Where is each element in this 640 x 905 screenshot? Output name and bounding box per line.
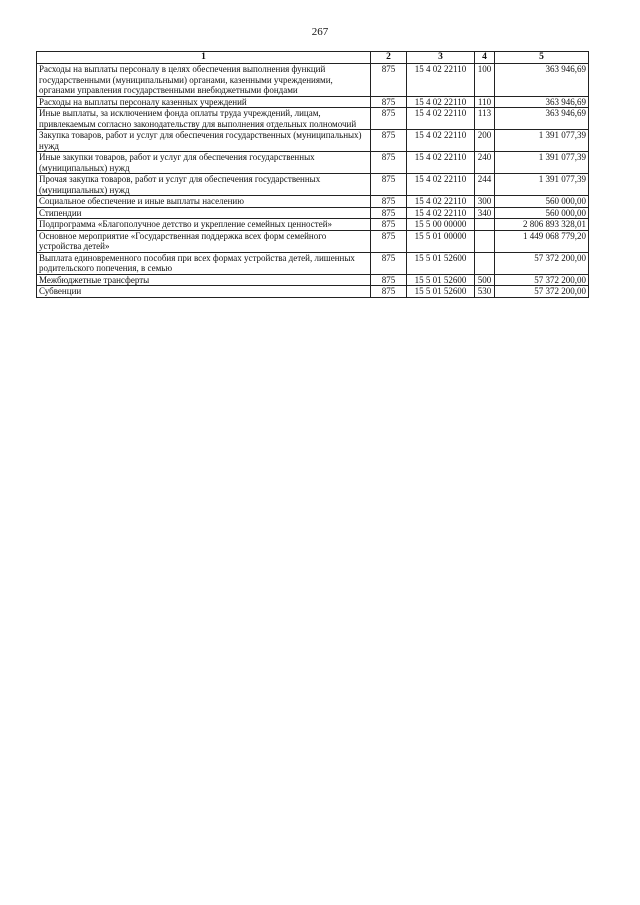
row-org-cell: 875	[371, 274, 407, 286]
row-type-cell	[475, 230, 495, 252]
row-org-cell: 875	[371, 207, 407, 219]
row-org-cell: 875	[371, 252, 407, 274]
row-type-cell: 240	[475, 152, 495, 174]
row-name-cell: Иные выплаты, за исключением фонда оплаты труда учреждений, лицам, привлекаемым согласно законодательству для выполнения отдельных полномочий	[37, 108, 371, 130]
row-type-cell: 244	[475, 174, 495, 196]
row-type-cell: 340	[475, 207, 495, 219]
row-org-cell: 875	[371, 219, 407, 231]
page-number: 267	[311, 26, 329, 38]
table-row	[37, 274, 589, 286]
row-org-cell: 875	[371, 108, 407, 130]
row-org-cell: 875	[371, 196, 407, 208]
row-type-cell: 300	[475, 196, 495, 208]
row-name-cell: Межбюджетные трансферты	[37, 274, 371, 286]
table-row	[37, 96, 589, 108]
table-row	[37, 207, 589, 219]
row-code-cell: 15 5 01 52600	[407, 252, 475, 274]
row-name-cell: Социальное обеспечение и иные выплаты населению	[37, 196, 371, 208]
row-code-cell: 15 5 00 00000	[407, 219, 475, 231]
row-amount-cell: 2 806 893 328,01	[495, 219, 589, 231]
row-amount-cell: 1 391 077,39	[495, 130, 589, 152]
row-amount-cell: 57 372 200,00	[495, 252, 589, 274]
row-code-cell: 15 4 02 22110	[407, 130, 475, 152]
row-type-cell: 200	[475, 130, 495, 152]
row-code-cell: 15 4 02 22110	[407, 64, 475, 97]
row-org-cell: 875	[371, 130, 407, 152]
col-header-type: 4	[475, 52, 495, 64]
row-name-cell: Выплата единовременного пособия при всех формах устройства детей, лишенных родительского попечения, в семью	[37, 252, 371, 274]
table-row	[37, 230, 589, 252]
row-amount-cell: 1 391 077,39	[495, 174, 589, 196]
table-row	[37, 152, 589, 174]
row-name-cell: Субвенции	[37, 286, 371, 298]
table-row	[37, 286, 589, 298]
row-code-cell: 15 4 02 22110	[407, 196, 475, 208]
row-code-cell: 15 4 02 22110	[407, 207, 475, 219]
row-name-cell: Закупка товаров, работ и услуг для обеспечения государственных (муниципальных) нужд	[37, 130, 371, 152]
row-name-cell: Стипендии	[37, 207, 371, 219]
row-code-cell: 15 5 01 52600	[407, 274, 475, 286]
row-name-cell: Основное мероприятие «Государственная поддержка всех форм семейного устройства детей»	[37, 230, 371, 252]
row-name-cell: Расходы на выплаты персоналу в целях обеспечения выполнения функций государственными (муниципальными) органами, казенными учреждениями, органами управления государственными внебюджетными фондами	[37, 64, 371, 97]
table-row	[37, 130, 589, 152]
row-type-cell: 500	[475, 274, 495, 286]
row-type-cell: 530	[475, 286, 495, 298]
row-name-cell: Расходы на выплаты персоналу казенных учреждений	[37, 96, 371, 108]
table-row	[37, 219, 589, 231]
row-type-cell: 110	[475, 96, 495, 108]
row-amount-cell: 57 372 200,00	[495, 274, 589, 286]
row-amount-cell: 363 946,69	[495, 64, 589, 97]
row-code-cell: 15 5 01 00000	[407, 230, 475, 252]
row-code-cell: 15 4 02 22110	[407, 108, 475, 130]
row-amount-cell: 560 000,00	[495, 207, 589, 219]
table-row	[37, 196, 589, 208]
row-code-cell: 15 5 01 52600	[407, 286, 475, 298]
row-org-cell: 875	[371, 64, 407, 97]
table-row	[37, 252, 589, 274]
row-org-cell: 875	[371, 96, 407, 108]
row-type-cell	[475, 219, 495, 231]
col-header-amount: 5	[495, 52, 589, 64]
table-row	[37, 64, 589, 97]
row-amount-cell: 57 372 200,00	[495, 286, 589, 298]
col-header-name: 1	[37, 52, 371, 64]
row-amount-cell: 1 449 068 779,20	[495, 230, 589, 252]
row-code-cell: 15 4 02 22110	[407, 152, 475, 174]
row-name-cell: Прочая закупка товаров, работ и услуг для обеспечения государственных (муниципальных) нужд	[37, 174, 371, 196]
row-type-cell: 113	[475, 108, 495, 130]
row-amount-cell: 363 946,69	[495, 96, 589, 108]
col-header-code: 3	[407, 52, 475, 64]
row-amount-cell: 363 946,69	[495, 108, 589, 130]
row-name-cell: Подпрограмма «Благополучное детство и укрепление семейных ценностей»	[37, 219, 371, 231]
col-header-org: 2	[371, 52, 407, 64]
row-amount-cell: 560 000,00	[495, 196, 589, 208]
row-org-cell: 875	[371, 152, 407, 174]
table-header-row	[37, 52, 589, 64]
table-row	[37, 108, 589, 130]
row-code-cell: 15 4 02 22110	[407, 174, 475, 196]
row-amount-cell: 1 391 077,39	[495, 152, 589, 174]
table-body	[37, 64, 589, 298]
row-org-cell: 875	[371, 174, 407, 196]
row-org-cell: 875	[371, 286, 407, 298]
budget-table	[36, 51, 589, 298]
row-type-cell: 100	[475, 64, 495, 97]
table-row	[37, 174, 589, 196]
row-code-cell: 15 4 02 22110	[407, 96, 475, 108]
row-type-cell	[475, 252, 495, 274]
row-org-cell: 875	[371, 230, 407, 252]
row-name-cell: Иные закупки товаров, работ и услуг для обеспечения государственных (муниципальных) нужд	[37, 152, 371, 174]
